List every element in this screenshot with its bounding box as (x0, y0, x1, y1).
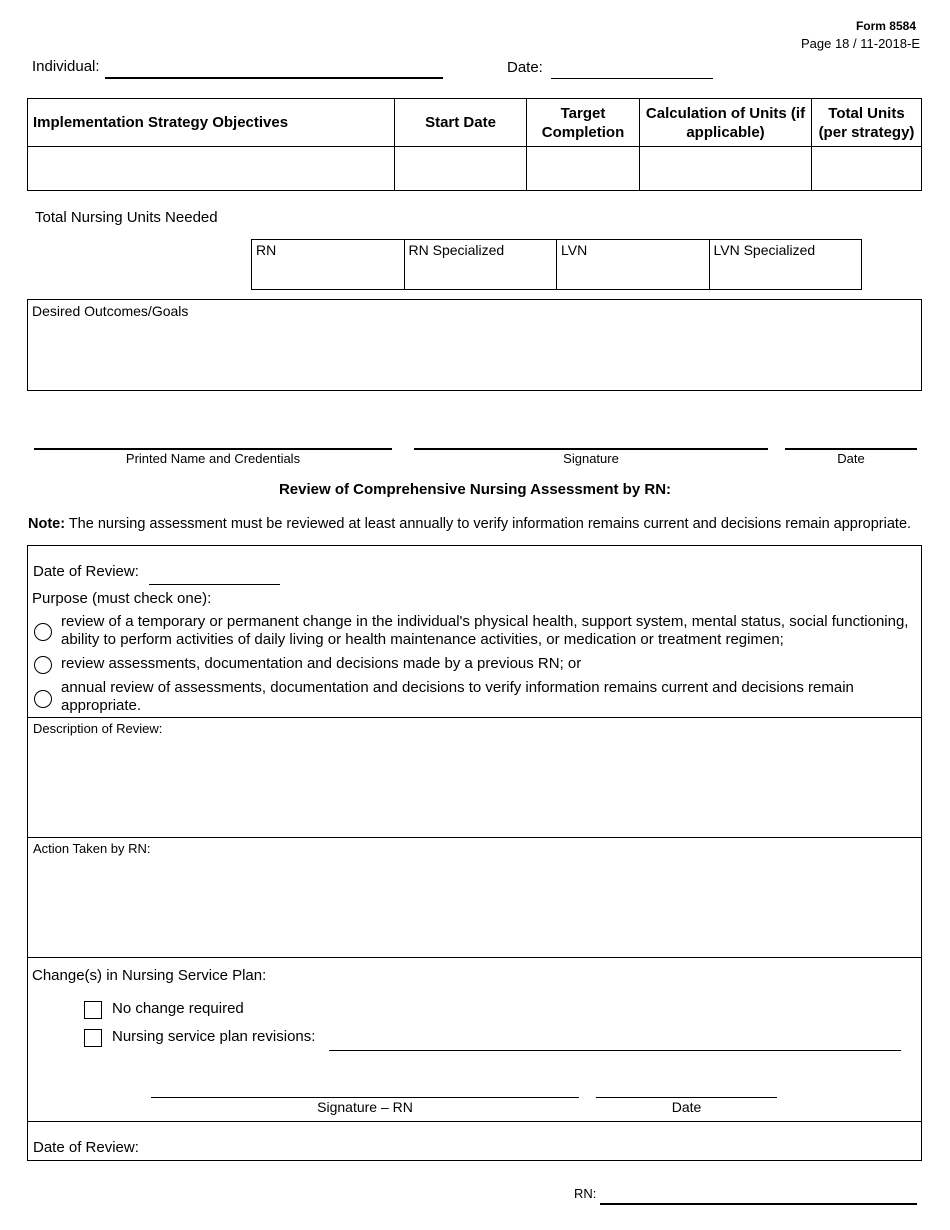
note-text: The nursing assessment must be reviewed at least annually to verify information remains current and decisions remain appropriate. (65, 516, 912, 532)
action-box[interactable] (27, 837, 922, 958)
individual-label: Individual: (32, 58, 100, 75)
action-label: Action Taken by RN: (33, 841, 151, 856)
rn-signature-line[interactable] (151, 1097, 579, 1098)
date-of-review-label: Date of Review: (33, 563, 139, 580)
units-lvn[interactable]: LVN (557, 240, 710, 289)
outcomes-label: Desired Outcomes/Goals (32, 303, 189, 319)
description-label: Description of Review: (33, 721, 163, 736)
no-change-label: No change required (112, 1000, 244, 1017)
calculation-cell[interactable] (640, 147, 812, 191)
revisions-field[interactable] (329, 1050, 901, 1051)
date-line[interactable] (785, 448, 917, 450)
nursing-units-grid (251, 239, 862, 290)
rn-date-line[interactable] (596, 1097, 777, 1098)
col-header-total-units: Total Units (per strategy) (812, 99, 922, 147)
start-date-cell[interactable] (395, 147, 527, 191)
signature-line[interactable] (414, 448, 768, 450)
nursing-units-label: Total Nursing Units Needed (35, 209, 218, 226)
purpose-option-3-radio[interactable] (34, 690, 52, 708)
rn-date-caption: Date (671, 1099, 702, 1115)
date-caption: Date (837, 451, 865, 466)
individual-field[interactable] (105, 77, 443, 79)
rn-footer-label: RN: (574, 1186, 597, 1201)
form-number: Form 8584 (855, 19, 916, 33)
purpose-option-3-text: annual review of assessments, documentation and decisions to verify information remains current and decisions remain appropriate. (61, 679, 854, 714)
revisions-label: Nursing service plan revisions: (112, 1028, 316, 1045)
outcomes-box[interactable] (27, 299, 922, 391)
rn-signature-caption: Signature – RN (317, 1099, 413, 1115)
date-field[interactable] (551, 78, 713, 79)
table-row (28, 147, 922, 191)
col-header-calculation: Calculation of Units (if applicable) (640, 99, 812, 147)
purpose-section (27, 545, 922, 718)
col-header-objectives: Implementation Strategy Objectives (28, 99, 395, 147)
changes-section (27, 957, 922, 1122)
purpose-option-1-radio[interactable] (34, 623, 52, 641)
review-title: Review of Comprehensive Nursing Assessment by RN: (278, 481, 672, 498)
no-change-checkbox[interactable] (84, 1001, 102, 1019)
purpose-option-1-text: review of a temporary or permanent change in the individual's physical health, support system, mental status, social functioning, ability to perform activities of daily living or health maintenance activities, or medication or treatment regimen; (61, 613, 909, 648)
date-of-review-2-label: Date of Review: (33, 1139, 139, 1156)
purpose-option-2-radio[interactable] (34, 656, 52, 674)
units-lvn-specialized[interactable]: LVN Specialized (713, 242, 816, 258)
rn-footer-field[interactable] (600, 1203, 917, 1205)
col-header-target: Target Completion (527, 99, 640, 147)
changes-label: Change(s) in Nursing Service Plan: (32, 967, 267, 984)
objective-cell[interactable] (28, 147, 395, 191)
col-header-start-date: Start Date (395, 99, 527, 147)
review-note (28, 516, 911, 532)
date-of-review-2-box[interactable] (27, 1121, 922, 1161)
units-rn[interactable]: RN (252, 240, 405, 289)
units-rn-specialized[interactable]: RN Specialized (405, 240, 558, 289)
name-caption: Printed Name and Credentials (125, 451, 301, 466)
signature-caption: Signature (563, 451, 619, 466)
date-label: Date: (507, 59, 543, 76)
page-number: Page 18 / 11-2018-E (800, 36, 920, 51)
purpose-label: Purpose (must check one): (32, 590, 212, 607)
purpose-option-2-text: review assessments, documentation and decisions made by a previous RN; or (61, 655, 582, 672)
date-of-review-field[interactable] (149, 584, 280, 585)
name-line[interactable] (34, 448, 392, 450)
target-cell[interactable] (527, 147, 640, 191)
revisions-checkbox[interactable] (84, 1029, 102, 1047)
objectives-table (27, 98, 922, 191)
note-bold: Note: (28, 516, 66, 532)
total-units-cell[interactable] (812, 147, 922, 191)
description-box[interactable] (27, 717, 922, 838)
